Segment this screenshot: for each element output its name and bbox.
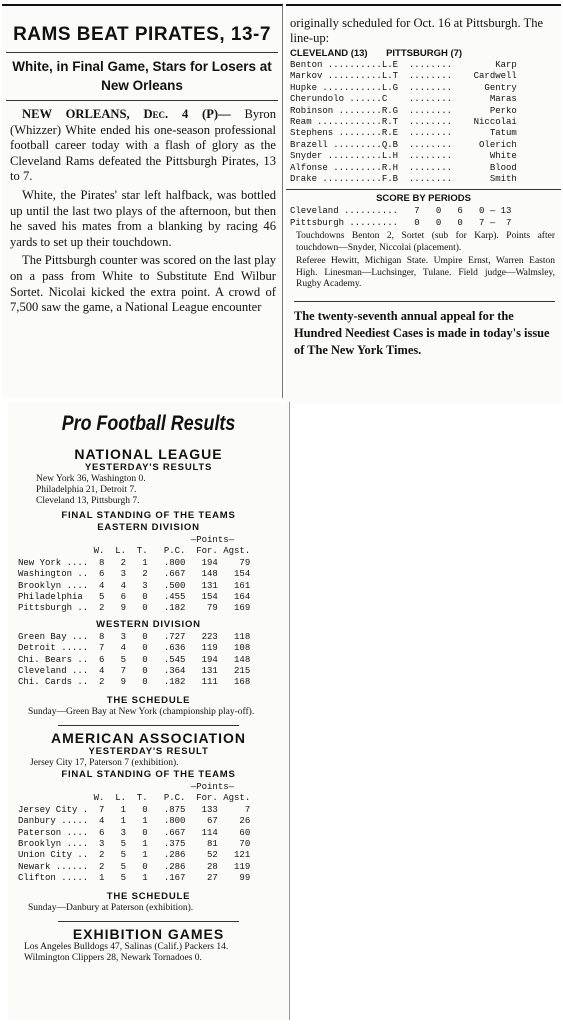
lineup-row: Robinson ........R.G ........ Perko (290, 105, 517, 116)
lineup-row: Alfonse .........R.H ........ Blood (290, 162, 517, 173)
lineup-row: Hupke ...........L.G ........ Gentry (290, 82, 517, 93)
story-deck: White, in Final Game, Stars for Losers at New Orleans (6, 52, 278, 101)
lineup-row: Benton ..........L.E ........ Karp (290, 60, 517, 70)
national-results (36, 474, 285, 507)
standing-row: Pittsburgh .. 2 9 0 .182 79 169 (18, 603, 251, 614)
scoring-note: Touchdowns Benton 2, Sortet (sub for Karp). Points after touchdown—Snyder, Niccolai (placement). (296, 231, 555, 253)
standing-row: Danbury ..... 4 1 1 .800 67 26 (18, 816, 251, 827)
standing-row: Green Bay ... 8 3 0 .727 223 118 (18, 631, 251, 642)
american-results-title: YESTERDAY'S RESULT (88, 745, 209, 757)
story-continuation: originally scheduled for Oct. 16 at Pittsburgh. The line-up: (290, 16, 544, 45)
western-division-table (18, 632, 289, 689)
lineup-header: CLEVELAND (13) PITTSBURGH (7) (290, 48, 463, 59)
standing-row: Chi. Bears .. 6 5 0 .545 194 148 (18, 654, 251, 665)
lineup-row: Snyder ..........L.H ........ White (290, 151, 517, 162)
standing-row: Clifton ..... 1 5 1 .167 27 99 (18, 873, 251, 884)
standing-header: W. L. T. P.C. For. Agst. (18, 793, 251, 804)
result-line: Cleveland 13, Pittsburgh 7. (36, 496, 140, 506)
points-header: —Points— (18, 535, 235, 545)
lineup-row: Markov ..........L.T ........ Cardwell (290, 71, 517, 82)
result-line: Wilmington Clippers 28, Newark Tornadoes 0. (24, 952, 202, 963)
lineup-table (290, 60, 557, 185)
lineup-row: Drake ...........F.B ........ Smith (290, 174, 517, 185)
standing-row: Cleveland ... 4 7 0 .364 131 215 (18, 666, 251, 677)
result-line: New York 36, Washington 0. (36, 474, 146, 484)
result-line: Jersey City 17, Paterson 7 (exhibition). (30, 757, 179, 768)
eastern-division-title: EASTERN DIVISION (97, 522, 200, 533)
lineup-row: Stephens ........R.E ........ Tatum (290, 128, 517, 139)
standing-row: Brooklyn .... 3 5 1 .375 81 70 (18, 838, 251, 849)
standing-row: Jersey City . 7 1 0 .875 133 7 (18, 804, 251, 815)
eastern-division-table (18, 535, 289, 615)
section-divider (58, 725, 239, 726)
result-line: Los Angeles Bulldogs 47, Salinas (Calif.) Packers 14. (24, 941, 229, 952)
american-standing-title: FINAL STANDING OF THE TEAMS (61, 768, 236, 780)
western-division-title: WESTERN DIVISION (96, 618, 201, 630)
standing-row: Union City .. 2 5 1 .286 52 121 (18, 850, 251, 861)
standing-row: Philadelphia 5 6 0 .455 154 164 (18, 592, 251, 603)
american-results (30, 758, 285, 769)
national-standing-title: FINAL STANDING OF THE TEAMS (61, 510, 236, 521)
standing-row: Chi. Cards .. 2 9 0 .182 111 168 (18, 677, 251, 688)
story-paragraph: NEW ORLEANS, Dec. 4 (P)— Byron (Whizzer) White ended his one-season professional football career today with a flash of glory as the Cleveland Rams defeated the Pittsburgh Pirates, 13 to 7. (10, 107, 276, 184)
american-schedule: Sunday—Danbury at Paterson (exhibition). (28, 902, 194, 913)
standing-row: Washington .. 6 3 2 .667 148 154 (18, 569, 251, 580)
american-standing-table (18, 782, 289, 885)
officials-note: Referee Hewitt, Michigan State. Umpire Ernst, Warren Easton High. Linesman—Luchsinger, Tulane. Field judge—Walmsley, Rugby Academy. (296, 256, 555, 290)
standing-row: Paterson .... 6 3 0 .667 114 60 (18, 827, 251, 838)
result-line: Philadelphia 21, Detroit 7. (36, 485, 137, 495)
lineup-row: Ream ............R.T ........ Niccolai (290, 117, 517, 128)
points-header: —Points— (18, 781, 235, 792)
national-results-title: YESTERDAY'S RESULTS (84, 462, 213, 473)
national-schedule-title: THE SCHEDULE (106, 694, 191, 706)
standing-header: W. L. T. P.C. For. Agst. (18, 546, 251, 557)
pro-football-title: Pro Football Results (61, 412, 236, 435)
national-league-title: NATIONAL LEAGUE (74, 446, 223, 462)
news-clipping-lineup (286, 4, 561, 404)
story-paragraph: The Pittsburgh counter was scored on the last play on a pass from White to Substitute End Wilbur Sortet. Nicolai kicked the extra point. A crowd of 7,500 saw the game, a National League encounter (10, 253, 276, 315)
standing-row: Newark ...... 2 5 0 .286 28 119 (18, 861, 251, 872)
news-clipping-pro-football-results (8, 402, 290, 1020)
score-row: Pittsburgh ......... 0 0 0 7 — 7 (290, 217, 512, 228)
standing-row: Detroit ..... 7 4 0 .636 119 108 (18, 643, 251, 654)
exhibition-results (24, 942, 283, 964)
standing-row: Brooklyn .... 4 4 3 .500 131 161 (18, 580, 251, 591)
story-body (10, 107, 276, 316)
story-paragraph: White, the Pirates' star left halfback, was bottled up until the last two plays of the afternoon, but then he saved his mates from a blanking by racing 46 yards to set up their touchdown. (10, 187, 276, 249)
section-divider (58, 921, 239, 922)
score-by-periods-table (290, 206, 557, 229)
neediest-cases-appeal: The twenty-seventh annual appeal for the Hundred Neediest Cases is made in today's issue of The New York Times. (294, 301, 555, 359)
exhibition-games-title: EXHIBITION GAMES (72, 925, 225, 942)
story-dateline: NEW ORLEANS, Dec. 4 (P)— (22, 107, 231, 121)
american-schedule-title: THE SCHEDULE (106, 890, 191, 902)
standing-row: New York .... 8 2 1 .800 194 79 (18, 557, 251, 568)
lineup-row: Cherundolo ......C ........ Maras (290, 94, 517, 105)
american-association-title: AMERICAN ASSOCIATION (51, 729, 246, 746)
story-headline: RAMS BEAT PIRATES, 13-7 (13, 24, 271, 45)
score-row: Cleveland .......... 7 0 6 0 — 13 (290, 206, 512, 217)
national-schedule: Sunday—Green Bay at New York (championship play-off). (28, 706, 255, 717)
score-by-periods-title: SCORE BY PERIODS (286, 189, 561, 204)
news-clipping-rams-pirates (2, 4, 283, 398)
lineup-row: Brazell .........Q.B ........ Olerich (290, 139, 517, 150)
